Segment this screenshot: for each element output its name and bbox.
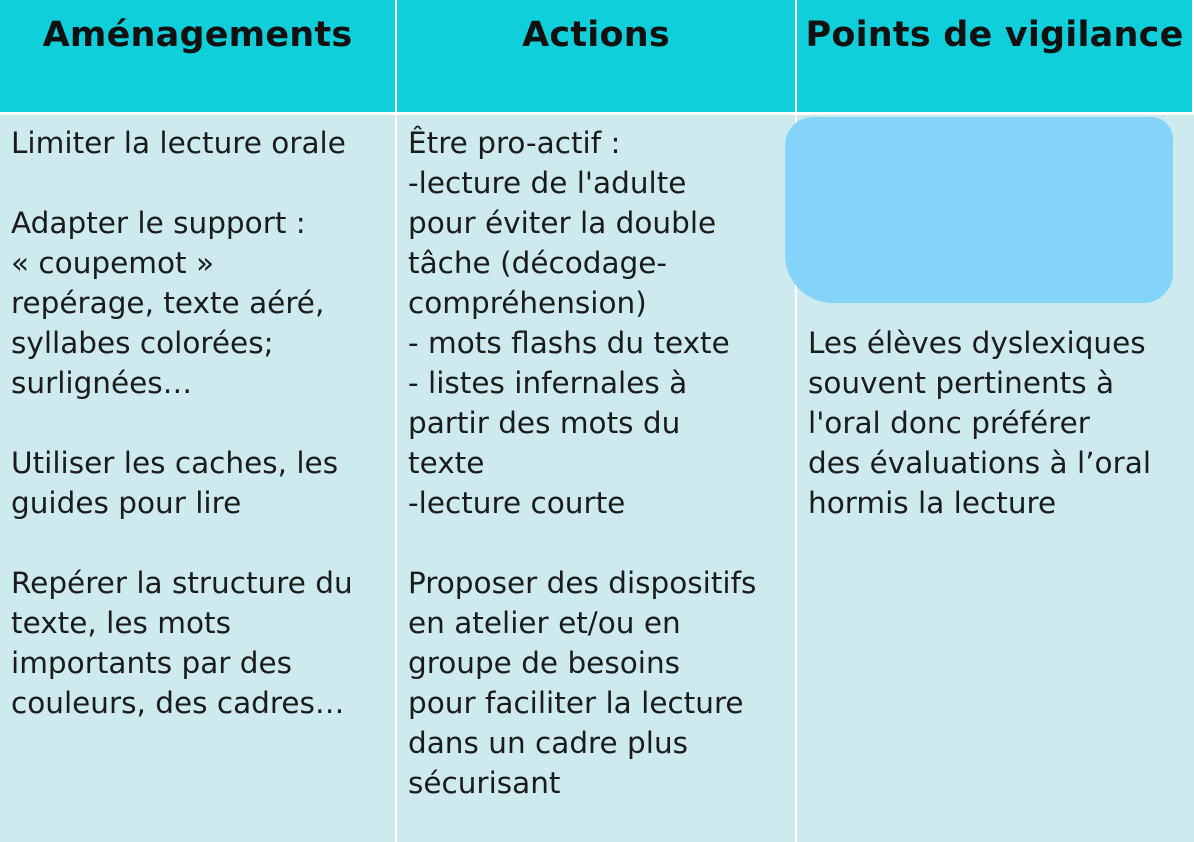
text-line: l'oral donc préférer [808, 406, 1090, 440]
text-line [11, 163, 385, 203]
text-line: importants par des [11, 646, 293, 680]
text-line: « coupemot » [11, 246, 215, 280]
header-points-de-vigilance [797, 0, 1194, 112]
vigilance-text [808, 323, 1151, 523]
text-line: Utiliser les caches, les [11, 446, 339, 480]
text-line: - listes infernales à [408, 366, 688, 400]
text-line: en atelier et/ou en [408, 606, 681, 640]
header-points-de-vigilance-label: Points de vigilance [805, 15, 1184, 55]
text-line: -lecture de l'adulte [408, 166, 687, 200]
text-line: des évaluations à l’oral [808, 446, 1152, 480]
text-line: hormis la lecture [808, 486, 1057, 520]
text-line: souvent pertinents à [808, 366, 1115, 400]
text-line: syllabes colorées; [11, 326, 274, 360]
text-line: tâche (décodage- [408, 246, 668, 280]
cell-actions [397, 112, 797, 842]
text-line: - mots flashs du texte [408, 326, 730, 360]
cell-points-de-vigilance [797, 112, 1194, 842]
text-line: Les élèves dyslexiques [808, 326, 1146, 360]
text-line: sécurisant [408, 766, 561, 800]
text-line: groupe de besoins [408, 646, 681, 680]
text-line: pour faciliter la lecture [408, 686, 744, 720]
text-line: Proposer des dispositifs [408, 566, 757, 600]
text-line: partir des mots du [408, 406, 681, 440]
text-line [408, 523, 785, 563]
text-line [11, 523, 385, 563]
cell-amenagements [0, 112, 397, 842]
text-line: -lecture courte [408, 486, 626, 520]
text-line: texte [408, 446, 485, 480]
text-line: dans un cadre plus [408, 726, 689, 760]
header-actions-label: Actions [522, 15, 670, 55]
text-line: Être pro-actif : [408, 126, 621, 160]
text-line: Limiter la lecture orale [11, 126, 346, 160]
text-line: texte, les mots [11, 606, 231, 640]
text-line [11, 403, 385, 443]
text-line: couleurs, des cadres… [11, 686, 345, 720]
header-amenagements-label: Aménagements [42, 15, 353, 55]
text-line: Adapter le support : [11, 206, 306, 240]
header-amenagements [0, 0, 397, 112]
text-line: guides pour lire [11, 486, 242, 520]
text-line: pour éviter la double [408, 206, 717, 240]
text-line: surlignées… [11, 366, 193, 400]
text-line: Repérer la structure du [11, 566, 353, 600]
text-line: compréhension) [408, 286, 647, 320]
header-actions [397, 0, 797, 112]
text-line: repérage, texte aéré, [11, 286, 325, 320]
redaction-highlight [785, 117, 1173, 303]
